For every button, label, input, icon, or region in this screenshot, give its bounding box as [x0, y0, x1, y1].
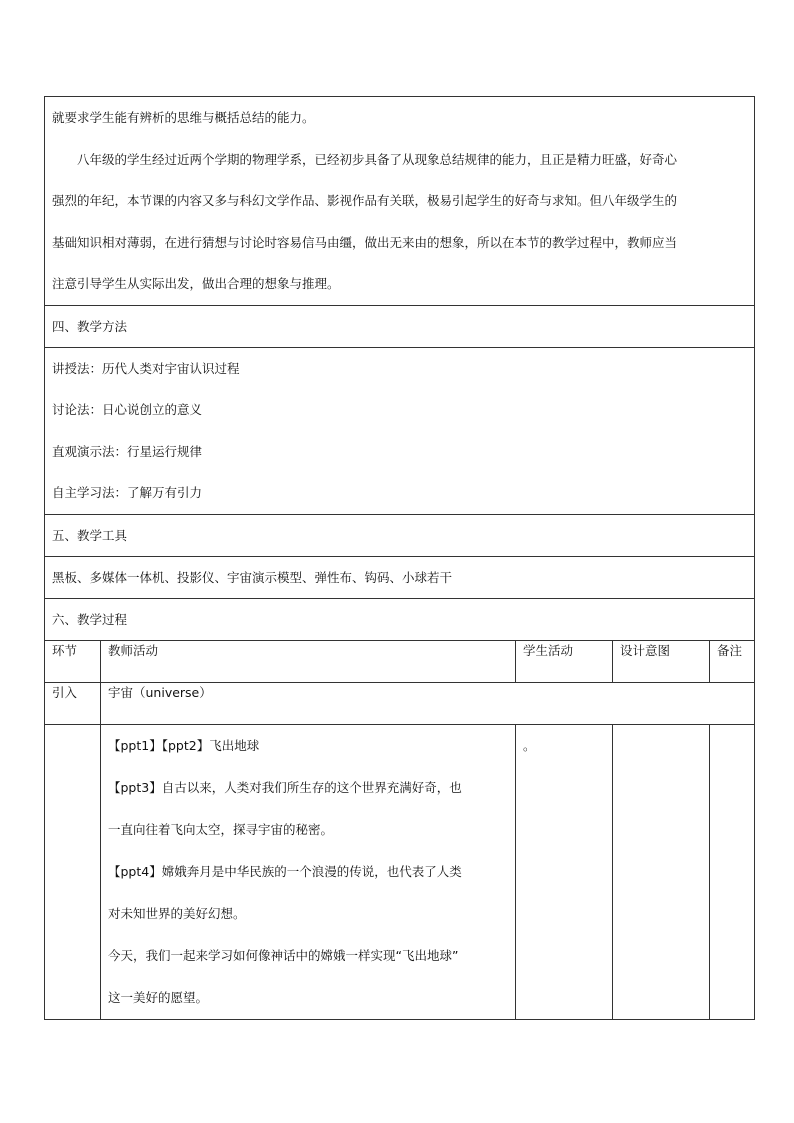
student-activity-text: 。	[523, 737, 536, 753]
analysis-row	[45, 97, 755, 306]
header-notes: 备注	[710, 640, 755, 682]
header-stage: 环节	[45, 640, 101, 682]
teacher-activity-cell	[101, 724, 516, 1019]
section5-title: 五、教学工具	[45, 514, 755, 556]
methods-cell	[45, 347, 755, 514]
intro-stage-row	[45, 682, 755, 724]
notes-cell	[710, 724, 755, 1019]
section5-title-row	[45, 514, 755, 556]
section4-title-row	[45, 305, 755, 347]
process-detail-row	[45, 724, 755, 1019]
method-item: 讨论法：日心说创立的意义	[52, 402, 203, 417]
teacher-line: 【ppt1】【ppt2】飞出地球	[108, 737, 260, 753]
stage-label: 引入	[45, 682, 101, 724]
section5-tools-row	[45, 556, 755, 598]
section4-methods-row	[45, 347, 755, 514]
method-item: 自主学习法：了解万有引力	[52, 485, 203, 500]
header-teacher: 教师活动	[101, 640, 516, 682]
detail-stage-cell	[45, 724, 101, 1019]
method-item: 直观演示法：行星运行规律	[52, 443, 203, 459]
stage-topic: 宇宙（universe）	[101, 682, 755, 724]
section4-title: 四、教学方法	[45, 305, 755, 347]
intro-text: 就要求学生能有辨析的思维与概括总结的能力。	[52, 110, 315, 125]
header-intent: 设计意图	[613, 640, 710, 682]
process-header-row	[45, 640, 755, 682]
lesson-plan-table	[44, 96, 755, 1020]
teacher-line: 【ppt3】自古以来，人类对我们所生存的这个世界充满好奇，也	[108, 779, 462, 795]
analysis-cell	[45, 97, 755, 306]
teacher-line: 今天，我们一起来学习如何像神话中的嫦娥一样实现“飞出地球”	[108, 947, 459, 963]
design-intent-cell	[613, 724, 710, 1019]
header-student: 学生活动	[516, 640, 613, 682]
student-activity-cell	[516, 724, 613, 1019]
analysis-line-1: 八年级的学生经过近两个学期的物理学系，已经初步具备了从现象总结规律的能力，且正是精力旺盛，好奇心	[77, 151, 678, 167]
analysis-line-3: 基础知识相对薄弱，在进行猜想与讨论时容易信马由缰，做出无来由的想象，所以在本节的教学过程中，教师应当	[52, 234, 678, 250]
analysis-line-2: 强烈的年纪，本节课的内容又多与科幻文学作品、影视作品有关联，极易引起学生的好奇与求知。但八年级学生的	[52, 193, 678, 208]
teacher-line: 这一美好的愿望。	[108, 989, 209, 1005]
section6-title-row	[45, 598, 755, 640]
teacher-line: 对未知世界的美好幻想。	[108, 905, 246, 921]
analysis-line-4: 注意引导学生从实际出发，做出合理的想象与推理。	[52, 276, 340, 291]
teacher-line: 【ppt4】嫦娥奔月是中华民族的一个浪漫的传说，也代表了人类	[108, 863, 462, 879]
method-item: 讲授法：历代人类对宇宙认识过程	[52, 360, 240, 376]
tools-text: 黑板、多媒体一体机、投影仪、宇宙演示模型、弹性布、钩码、小球若干	[45, 556, 755, 598]
teacher-line: 一直向往着飞向太空，探寻宇宙的秘密。	[108, 821, 334, 837]
section6-title: 六、教学过程	[45, 598, 755, 640]
